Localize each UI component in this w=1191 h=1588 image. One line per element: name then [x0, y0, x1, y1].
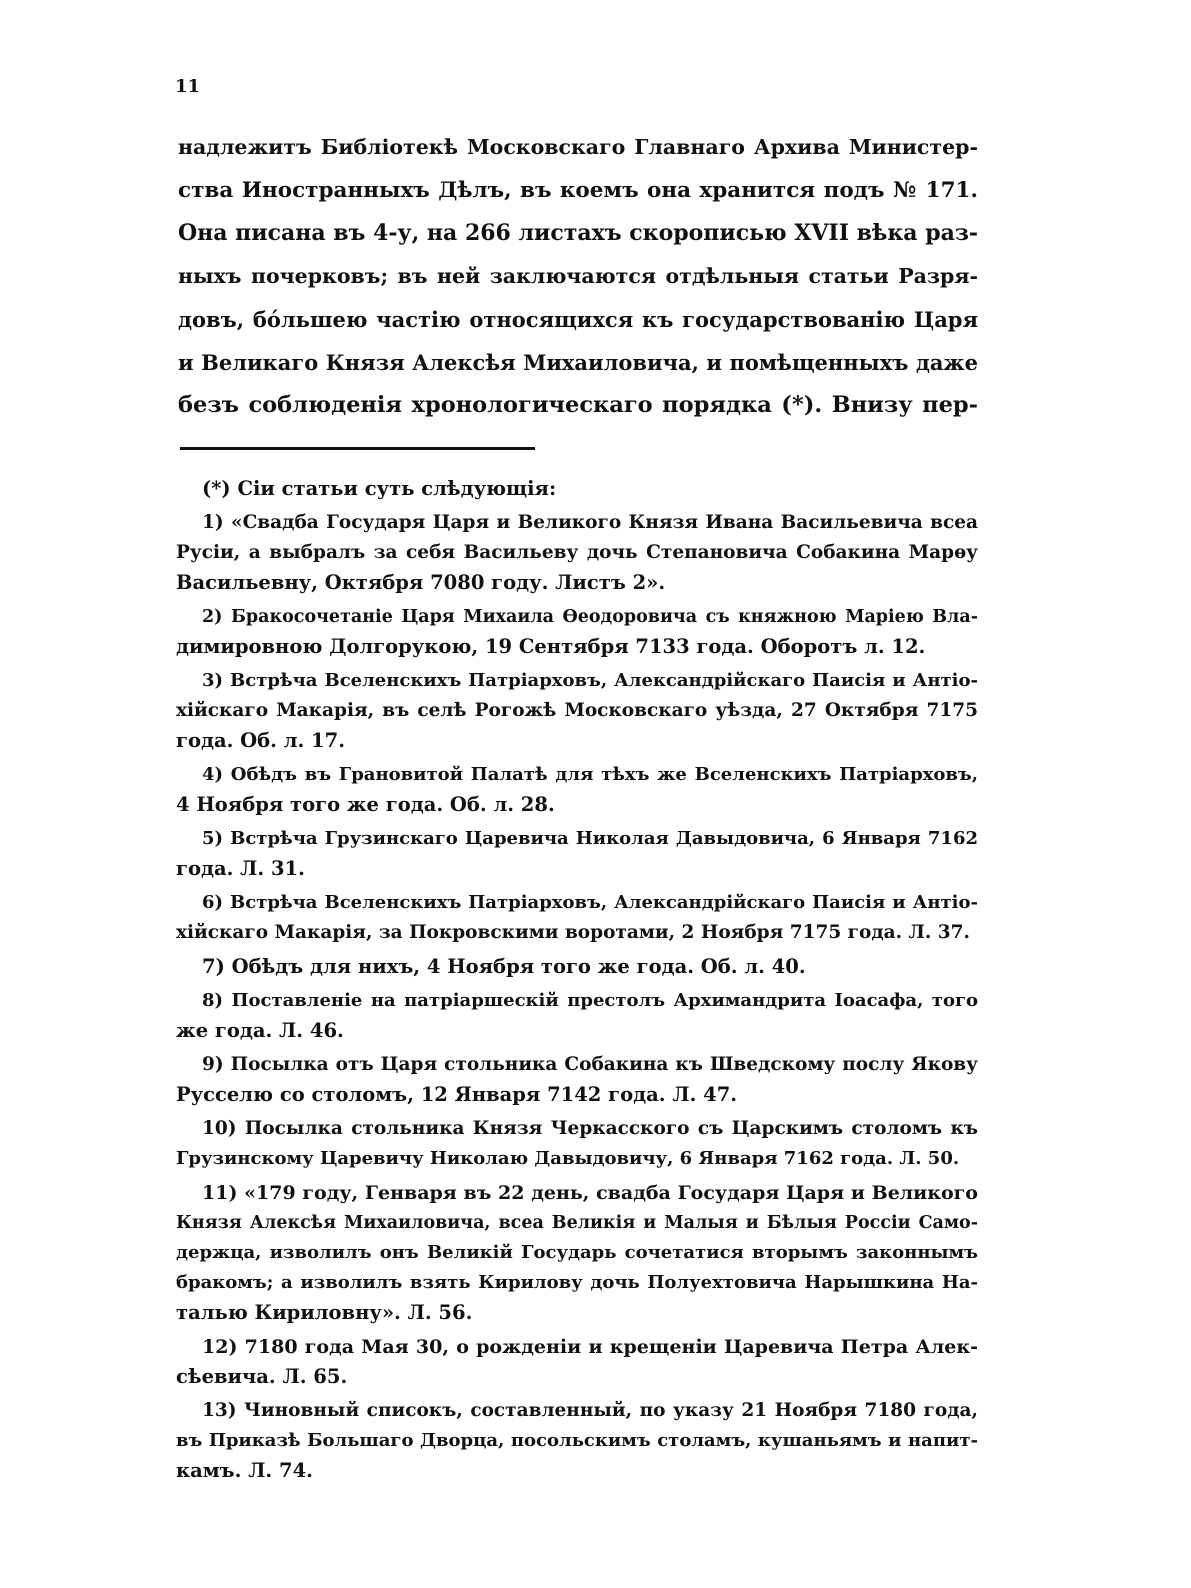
footnote-line: хійскаго Макарія, за Покровскими воротами, 2 Ноября 7175 года. Л. 37. — [176, 922, 970, 943]
footnote-divider — [180, 447, 535, 450]
footnote-item — [176, 888, 978, 948]
footnote-item — [176, 1332, 978, 1392]
footnote-line: 9) Посылка отъ Царя стольника Собакина къ Шведскому послу Якову — [202, 1054, 978, 1075]
main-line: безъ соблюденія хронологическаго порядка (*). Внизу пер- — [178, 392, 978, 418]
footnote-line: 4) Обѣдъ въ Грановитой Палатѣ для тѣхъ же Вселенскихъ Патріарховъ, — [202, 764, 978, 785]
footnote-line: Русіи, а выбралъ за себя Васильеву дочь Степановича Собакина Марѳу — [176, 542, 978, 563]
main-line: довъ, бо́льшею частію относящихся къ государствованію Царя — [178, 307, 978, 332]
footnote-line: 8) Поставленіе на патріаршескій престолъ Архимандрита Іоасафа, того — [202, 990, 978, 1011]
footnote-item — [176, 1050, 978, 1110]
footnote-item — [176, 760, 978, 820]
footnote-item — [176, 666, 978, 756]
page-number: 11 — [175, 76, 201, 97]
footnote-item — [176, 824, 978, 884]
main-line: надлежитъ Библіотекѣ Московскаго Главнаго Архива Министер- — [178, 135, 978, 159]
footnote-line: сѣевича. Л. 65. — [176, 1365, 348, 1388]
footnote-item — [176, 986, 978, 1046]
footnote-item — [176, 1396, 978, 1486]
footnote-line: 3) Встрѣча Вселенскихъ Патріарховъ, Александрійскаго Паисія и Антіо- — [202, 670, 978, 691]
footnote-line: 1) «Свадба Государя Царя и Великого Князя Ивана Васильевича всеа — [202, 512, 978, 533]
main-line: Она писана въ 4-у, на 266 листахъ скорописью XVII вѣка раз- — [178, 220, 979, 246]
footnotes — [176, 474, 978, 1486]
footnote-line: 13) Чиновный списокъ, составленный, по указу 21 Ноября 7180 года, — [202, 1400, 978, 1421]
footnote-line: 5) Встрѣча Грузинскаго Царевича Николая Давыдовича, 6 Января 7162 — [202, 828, 978, 849]
footnote-item — [176, 602, 978, 662]
footnote-intro: (*) Сіи статьи суть слѣдующія: — [202, 477, 557, 500]
footnote-line: года. Об. л. 17. — [176, 729, 345, 752]
footnote-line: 7) Обѣдъ для нихъ, 4 Ноября того же года. Об. л. 40. — [202, 955, 806, 978]
footnote-item — [176, 508, 978, 598]
footnote-line: димировною Долгорукою, 19 Сентября 7133 года. Оборотъ л. 12. — [176, 635, 926, 658]
footnote-line: хійскаго Макарія, въ селѣ Рогожѣ Московскаго уѣзда, 27 Октября 7175 — [176, 700, 978, 721]
footnote-item — [176, 1178, 978, 1328]
footnote-line: 12) 7180 года Мая 30, о рожденіи и крещеніи Царевича Петра Алек- — [202, 1336, 978, 1358]
footnote-item — [176, 1114, 978, 1174]
footnote-line: Русселю со столомъ, 12 Января 7142 года. Л. 47. — [176, 1083, 738, 1106]
main-line: ства Иностранныхъ Дѣлъ, въ коемъ она хранится подъ № 171. — [178, 178, 978, 203]
footnote-line: 4 Ноября того же года. Об. л. 28. — [176, 793, 555, 816]
footnote-line: Васильевну, Октября 7080 году. Листъ 2». — [176, 571, 666, 594]
main-line: ныхъ почерковъ; въ ней заключаются отдѣльныя статьи Разря- — [178, 264, 978, 288]
main-paragraph — [178, 126, 978, 427]
footnote-line: 11) «179 году, Генваря въ 22 день, свадба Государя Царя и Великого — [202, 1182, 978, 1204]
footnote-line: 10) Посылка стольника Князя Черкасского съ Царскимъ столомъ къ — [202, 1118, 978, 1139]
footnote-line: года. Л. 31. — [176, 857, 305, 880]
footnote-line: же года. Л. 46. — [176, 1019, 344, 1042]
footnote-item — [176, 952, 978, 982]
footnote-line: держца, изволилъ онъ Великій Государь сочетатися вторымъ законнымъ — [176, 1242, 978, 1263]
footnote-line: камъ. Л. 74. — [176, 1459, 313, 1482]
footnote-line: 2) Бракосочетаніе Царя Михаила Ѳеодоровича съ княжною Маріею Вла- — [202, 607, 978, 627]
footnote-line: Грузинскому Царевичу Николаю Давыдовичу, 6 Января 7162 года. Л. 50. — [176, 1148, 960, 1169]
footnote-line: 6) Встрѣча Вселенскихъ Патріарховъ, Александрійскаго Паисія и Антіо- — [202, 892, 978, 913]
main-line: и Великаго Князя Алексѣя Михаиловича, и помѣщенныхъ даже — [178, 350, 978, 375]
footnote-line: въ Приказѣ Большаго Дворца, посольскимъ столамъ, кушаньямъ и напит- — [176, 1430, 978, 1451]
footnote-line: бракомъ; а изволилъ взять Кирилову дочь Полуехтовича Нарышкина На- — [176, 1272, 978, 1293]
footnote-line: талью Кириловну». Л. 56. — [176, 1301, 473, 1324]
footnote-line: Князя Алексѣя Михаиловича, всеа Великія и Малыя и Бѣлыя Россіи Само- — [176, 1213, 978, 1233]
